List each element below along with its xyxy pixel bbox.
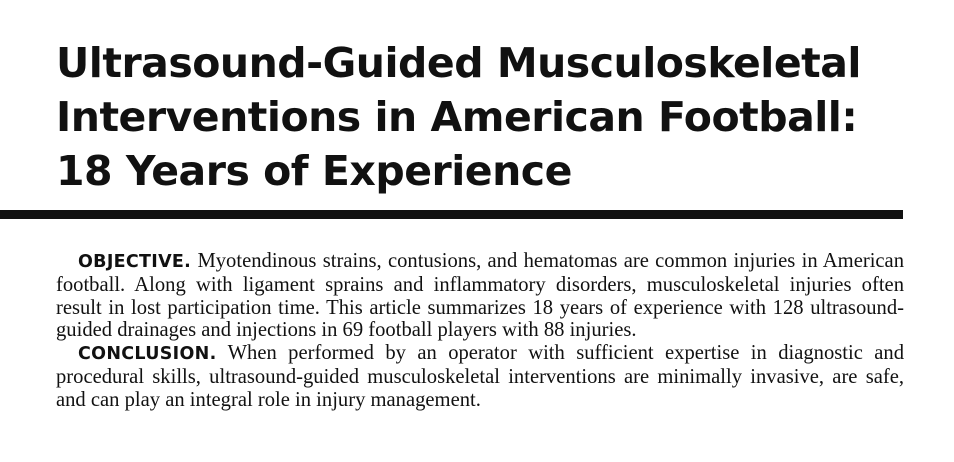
objective-label: OBJECTIVE. bbox=[78, 252, 192, 272]
conclusion-label: CONCLUSION. bbox=[78, 344, 217, 365]
article-title bbox=[56, 36, 936, 198]
conclusion-paragraph bbox=[56, 342, 904, 411]
title-divider bbox=[0, 210, 903, 219]
title-line: Ultrasound-Guided Musculoskeletal bbox=[56, 39, 861, 87]
conclusion-text: When performed by an operator with sufficient expertise in diagnostic and procedural skills, ultrasound-guided musculoskeletal interventions are minimally invasive, are safe, and can play an integral role in injury management. bbox=[56, 342, 904, 411]
title-line: 18 Years of Experience bbox=[56, 147, 572, 195]
objective-text: Myotendinous strains, contusions, and hematomas are common injuries in American football. Along with ligament sprains and inflammatory disorders, musculoskeletal injuries often result in lost participation time. This article summarizes 18 years of experience with 128 ultrasound-guided drainages and injections in 69 football players with 88 injuries. bbox=[56, 250, 904, 342]
title-line: Interventions in American Football: bbox=[56, 93, 858, 141]
abstract bbox=[56, 250, 904, 412]
objective-paragraph bbox=[56, 250, 904, 342]
